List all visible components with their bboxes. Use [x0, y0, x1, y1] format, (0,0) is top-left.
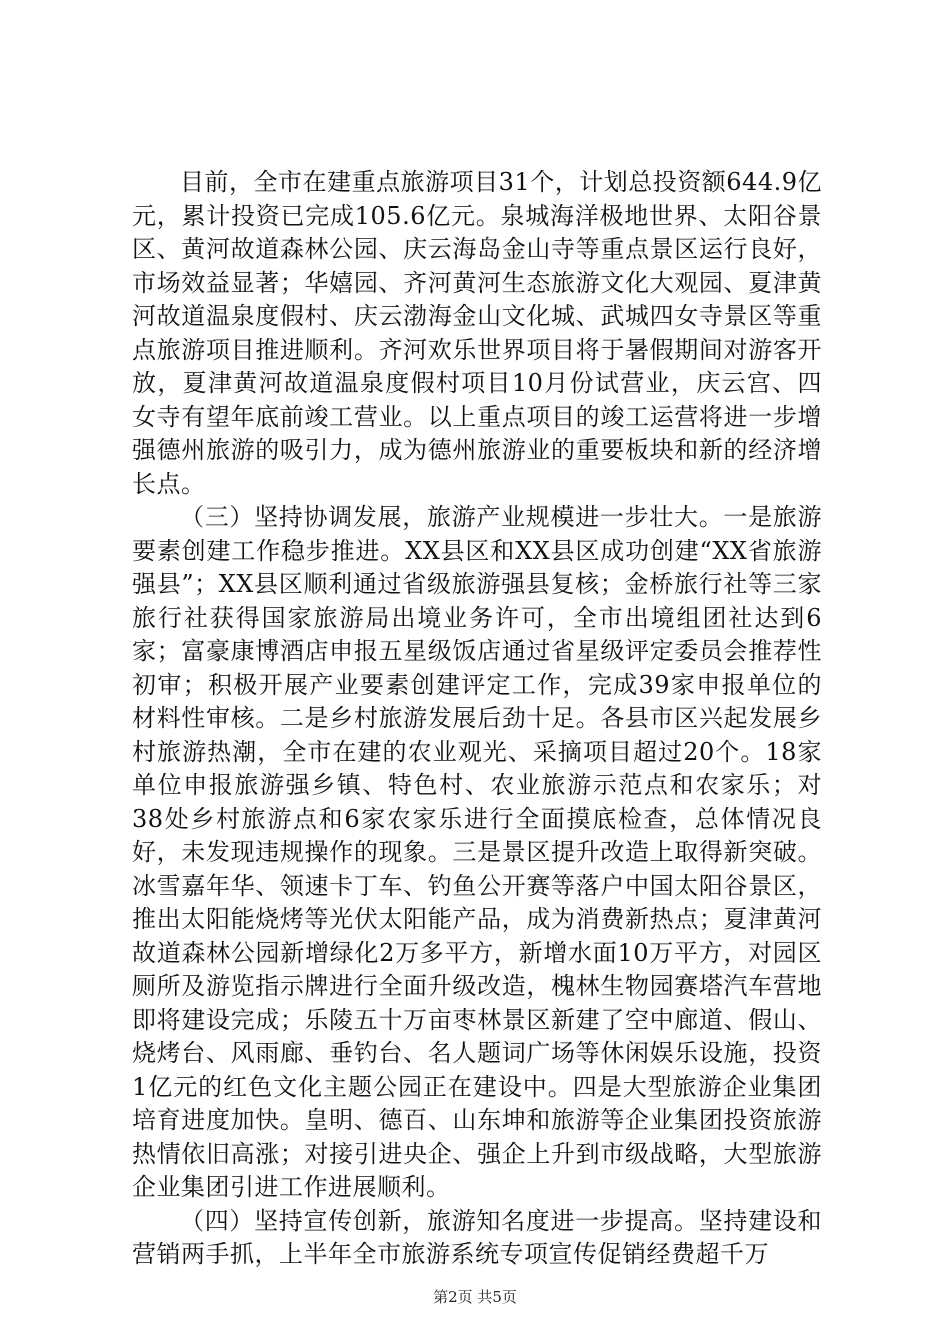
paragraph-projects: 目前，全市在建重点旅游项目31个，计划总投资额644.9亿元，累计投资已完成105.6亿元。泉城海洋极地世界、太阳谷景区、黄河故道森林公园、庆云海岛金山寺等重点景区运行良好，市场效益显著；华嬉园、齐河黄河生态旅游文化大观园、夏津黄河故道温泉度假村、庆云渤海金山文化城、武城四女寺景区等重点旅游项目推进顺利。齐河欢乐世界项目将于暑假期间对游客开放，夏津黄河故道温泉度假村项目10月份试营业，庆云宫、四女寺有望年底前竣工营业。以上重点项目的竣工运营将进一步增强德州旅游的吸引力，成为德州旅游业的重要板块和新的经济增长点。: [132, 168, 822, 498]
page-footer: 第2页 共5页: [433, 1288, 517, 1306]
paragraph-section-three: （三）坚持协调发展，旅游产业规模进一步壮大。一是旅游要素创建工作稳步推进。XX县区和XX县区成功创建“XX省旅游强县”；XX县区顺利通过省级旅游强县复核；金桥旅行社等三家旅行社获得国家旅游局出境业务许可，全市出境组团社达到6家；富豪康博酒店申报五星级饭店通过省星级评定委员会推荐性初审；积极开展产业要素创建评定工作，完成39家申报单位的材料性审核。二是乡村旅游发展后劲十足。各县市区兴起发展乡村旅游热潮，全市在建的农业观光、采摘项目超过20个。18家单位申报旅游强乡镇、特色村、农业旅游示范点和农家乐；对38处乡村旅游点和6家农家乐进行全面摸底检查，总体情况良好，未发现违规操作的现象。三是景区提升改造上取得新突破。冰雪嘉年华、领速卡丁车、钓鱼公开赛等落户中国太阳谷景区，推出太阳能烧烤等光伏太阳能产品，成为消费新热点；夏津黄河故道森林公园新增绿化2万多平方，新增水面10万平方，对园区厕所及游览指示牌进行全面升级改造，槐林生物园赛塔汽车营地即将建设完成；乐陵五十万亩枣林景区新建了空中廊道、假山、烧烤台、风雨廊、垂钓台、名人题词广场等休闲娱乐设施，投资1亿元的红色文化主题公园正在建设中。四是大型旅游企业集团培育进度加快。皇明、德百、山东坤和旅游等企业集团投资旅游热情依旧高涨；对接引进央企、强企上升到市级战略，大型旅游企业集团引进工作进展顺利。: [132, 503, 822, 1201]
document-body: [132, 166, 822, 1272]
paragraph-section-four: （四）坚持宣传创新，旅游知名度进一步提高。坚持建设和营销两手抓，上半年全市旅游系统专项宣传促销经费超千万: [132, 1206, 822, 1268]
